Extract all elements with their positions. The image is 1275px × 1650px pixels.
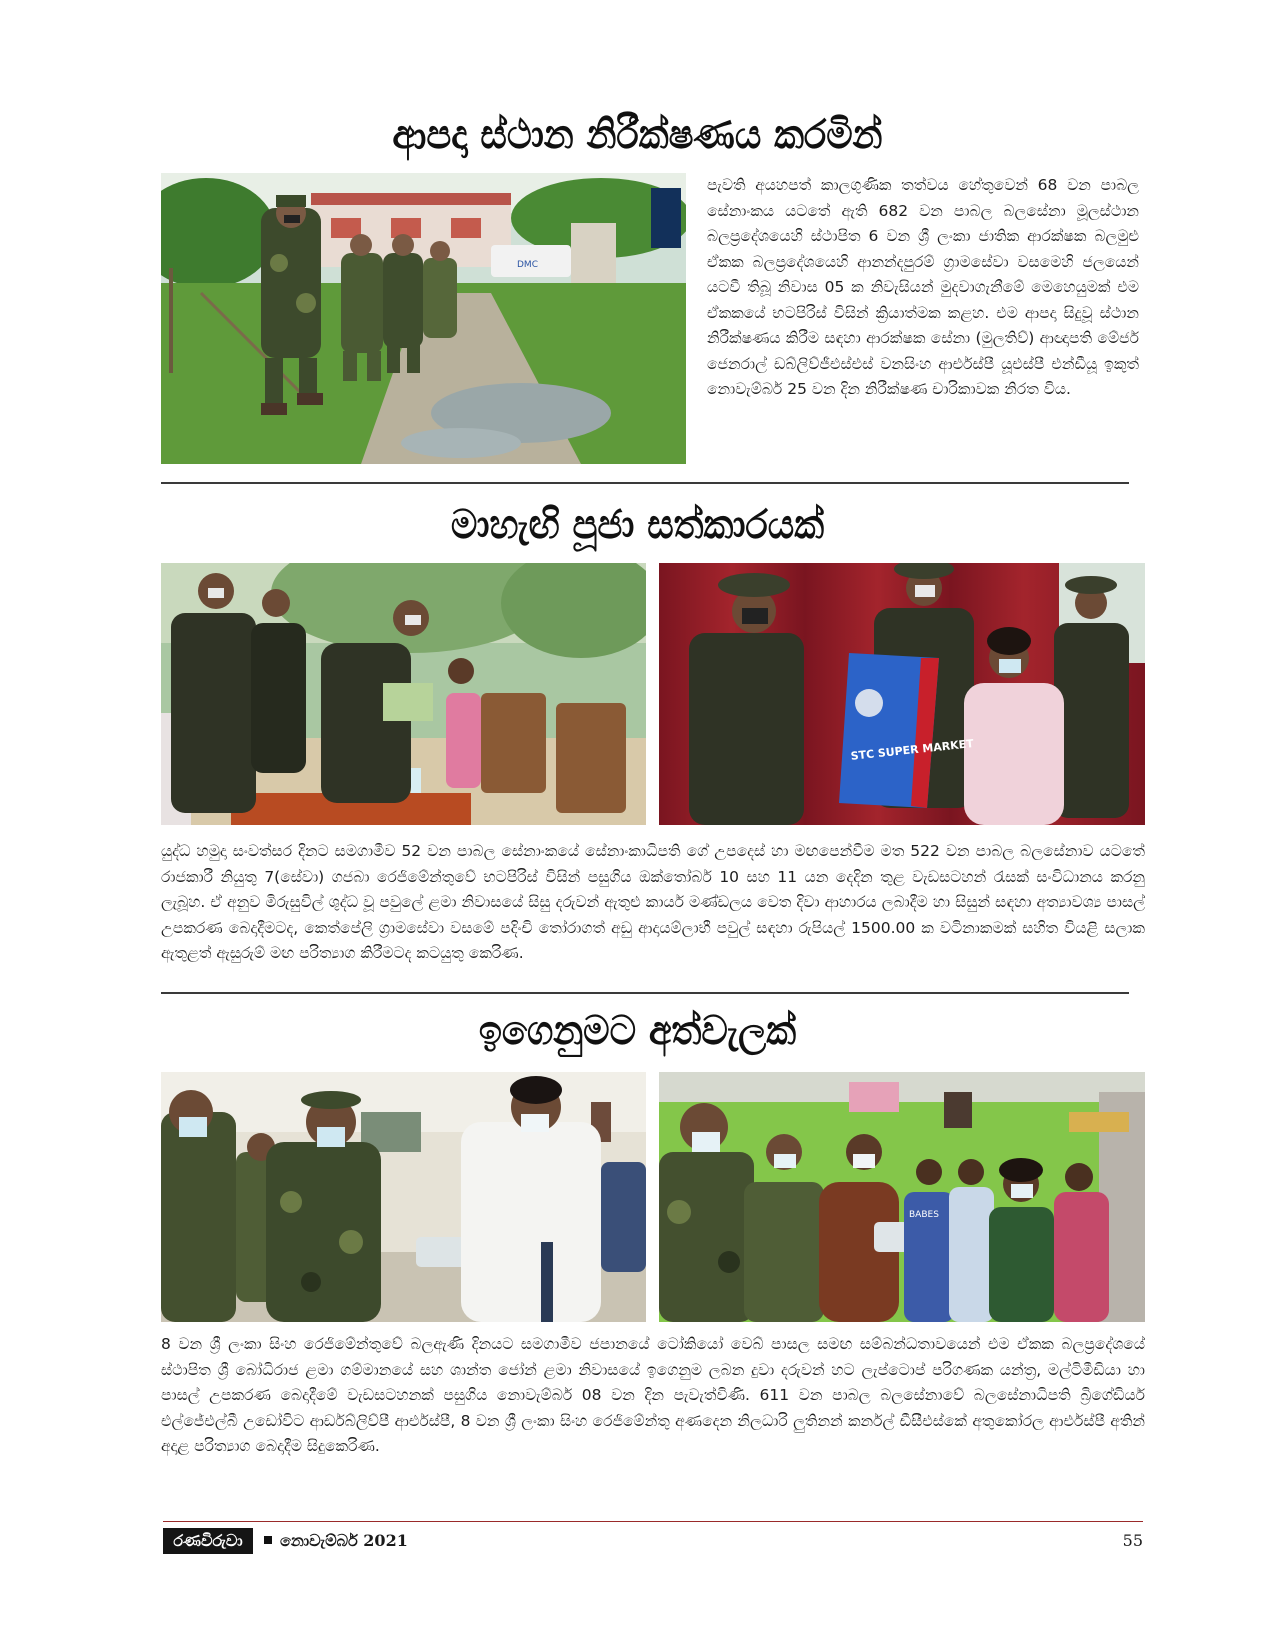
section-divider	[161, 482, 1129, 484]
headline-disaster-inspection: ආපදා ස්ථාන නිරීක්ෂණය කරමින්	[392, 112, 883, 158]
section-divider	[161, 992, 1129, 994]
footer-issue-date	[264, 1529, 408, 1553]
article-body-disaster: පැවති අයහපත් කාලගුණික තත්වය හේතුවෙන් 68 වන පාබල සේනාංකය යටතේ ඇති 682 වන පාබල බලසේනා මූලස්ථාන බලප්‍රදේශයෙහි ස්ථාපිත 6 වන ශ්‍රී ලංකා ජාතික ආරක්ෂක බලමුළු ඒකක බලප්‍රදේශයෙහි ආනන්දපුරම් ග්‍රාමසේවා වසමෙහි ජලයෙන් යටවී තිබූ නිවාස 05 ක නිවැසියන් මුදවාගැනීමේ මෙහෙයුමක් එම ඒකකයේ භටපිරිස් විසින් ක්‍රියාත්මක කළහ. එම ආපදා සිදුවූ ස්ථාන නිරීක්ෂණය කිරීම සඳහා ආරක්ෂක සේනා (මුලතිව්) ආඥාපති මේජර් ජෙනරාල් ඩබ්ලිව්ජීඑස්එස් වනසිංහ ආර්එස්පී යූඑස්පී එන්ඩීයූ ඉකුත් නොවැම්බර් 25 වන දින නිරීක්ෂණ චාරිකාවක නිරත විය.	[707, 176, 1139, 398]
photo-offering-pack	[659, 563, 1145, 825]
headline-offering: මාහැඟි පූජා සත්කාරයක්	[450, 502, 825, 548]
article-body-education: 8 වන ශ්‍රී ලංකා සිංහ රෙජිමේන්තුවේ බලඇණි දිනයට සමගාමීව ජපානයේ ටෝකියෝ වෙබ් පාසල සමඟ සම්බන්ධතාවයෙන් එම ඒකක බලප්‍රදේශයේ ස්ථාපිත ශ්‍රී බෝධිරාජ ළමා ගම්මානයේ සහ ශාන්ත ජෝන් ළමා නිවාසයේ ඉගෙනුම ලබන දුවා දරුවන් හට ලැප්ටොප් පරිගණක යන්ත්‍ර, මල්ටිමීඩියා හා පාසල් උපකරණ බෙදාදීමේ වැඩසටහනක් පසුගිය නොවැම්බර් 08 වන දින පැවැත්විණි. 611 වන පාබල බලසේනාවේ බලසේනාධිපති බ්‍රිගේඩියර් එල්ජේඑල්බී උඩෝවිට ආර්ඩබ්ලිව්පී ආර්එස්පී, 8 වන ශ්‍රී ලංකා සිංහ රෙජිමේන්තු අණදෙන නිලධාරි ලුතිනන් කර්නල් ඩීසීඑස්කේ අතුකෝරල ආර්එස්පී අතින් අදාළ පරිත්‍යාග බෙදාදීම සිදුකෙරිණ.	[161, 1335, 1146, 1455]
footer-rule	[163, 1521, 1143, 1522]
photo-offering-children	[161, 563, 646, 825]
photo-disaster-inspection	[161, 173, 686, 464]
headline-education: ඉගෙනුමට අත්වැලක්	[478, 1008, 797, 1054]
page-number: 55	[1122, 1531, 1143, 1550]
bag-brand-label: STC SUPER MARKET	[850, 737, 975, 763]
bullet-square-icon	[264, 1536, 272, 1544]
magazine-logo: රණවිරුවා	[163, 1528, 253, 1554]
photo-education-laptop	[161, 1072, 646, 1322]
truck-dmc-label: DMC	[517, 260, 538, 270]
article-body-offering: යුද්ධ හමුදා සංවත්සර දිනට සමගාමීව 52 වන පාබල සේනාංකයේ සේනාංකාධිපති ගේ උපදෙස් හා මඟපෙන්වීම මත 522 වන පාබල බලසේනාව යටතේ රාජකාරී නියුතු 7(සේවා) ගජබා රෙජිමේන්තුවේ භටපිරිස් විසින් පසුගිය ඔක්තෝබර් 10 සහ 11 යන දෙදින තුළ වැඩසටහන් රැසක් සංවිධානය කරනු ලැබූහ. ඒ අනුව මිරුසුවිල් ශුද්ධ වූ පවුලේ ළමා නිවාසයේ සිසු දරුවන් ඇතුළු කාර්ය මණ්ඩලය වෙත දිවා ආහාරය ලබාදීම හා සිසුන් සඳහා අත්‍යාවශ්‍ය පාසල් උපකරණ බෙදාදීමටද, කෙත්පේලි ග්‍රාමසේවා වසමේ පදිංචි තෝරාගත් අඩු ආදායම්ලාභී පවුල් සඳහා රුපියල් 1500.00 ක වටිනාකමක් සහිත වියළි සලාක ඇතුළත් ඇසුරුම් මඟ පරිත්‍යාග කිරීමටද කටයුතු කෙරිණ.	[161, 842, 1145, 962]
footer-date-text: නොවැම්බර් 2021	[280, 1531, 408, 1550]
photo-education-students	[659, 1072, 1145, 1322]
shirt-text-label: BABES	[909, 1210, 939, 1220]
